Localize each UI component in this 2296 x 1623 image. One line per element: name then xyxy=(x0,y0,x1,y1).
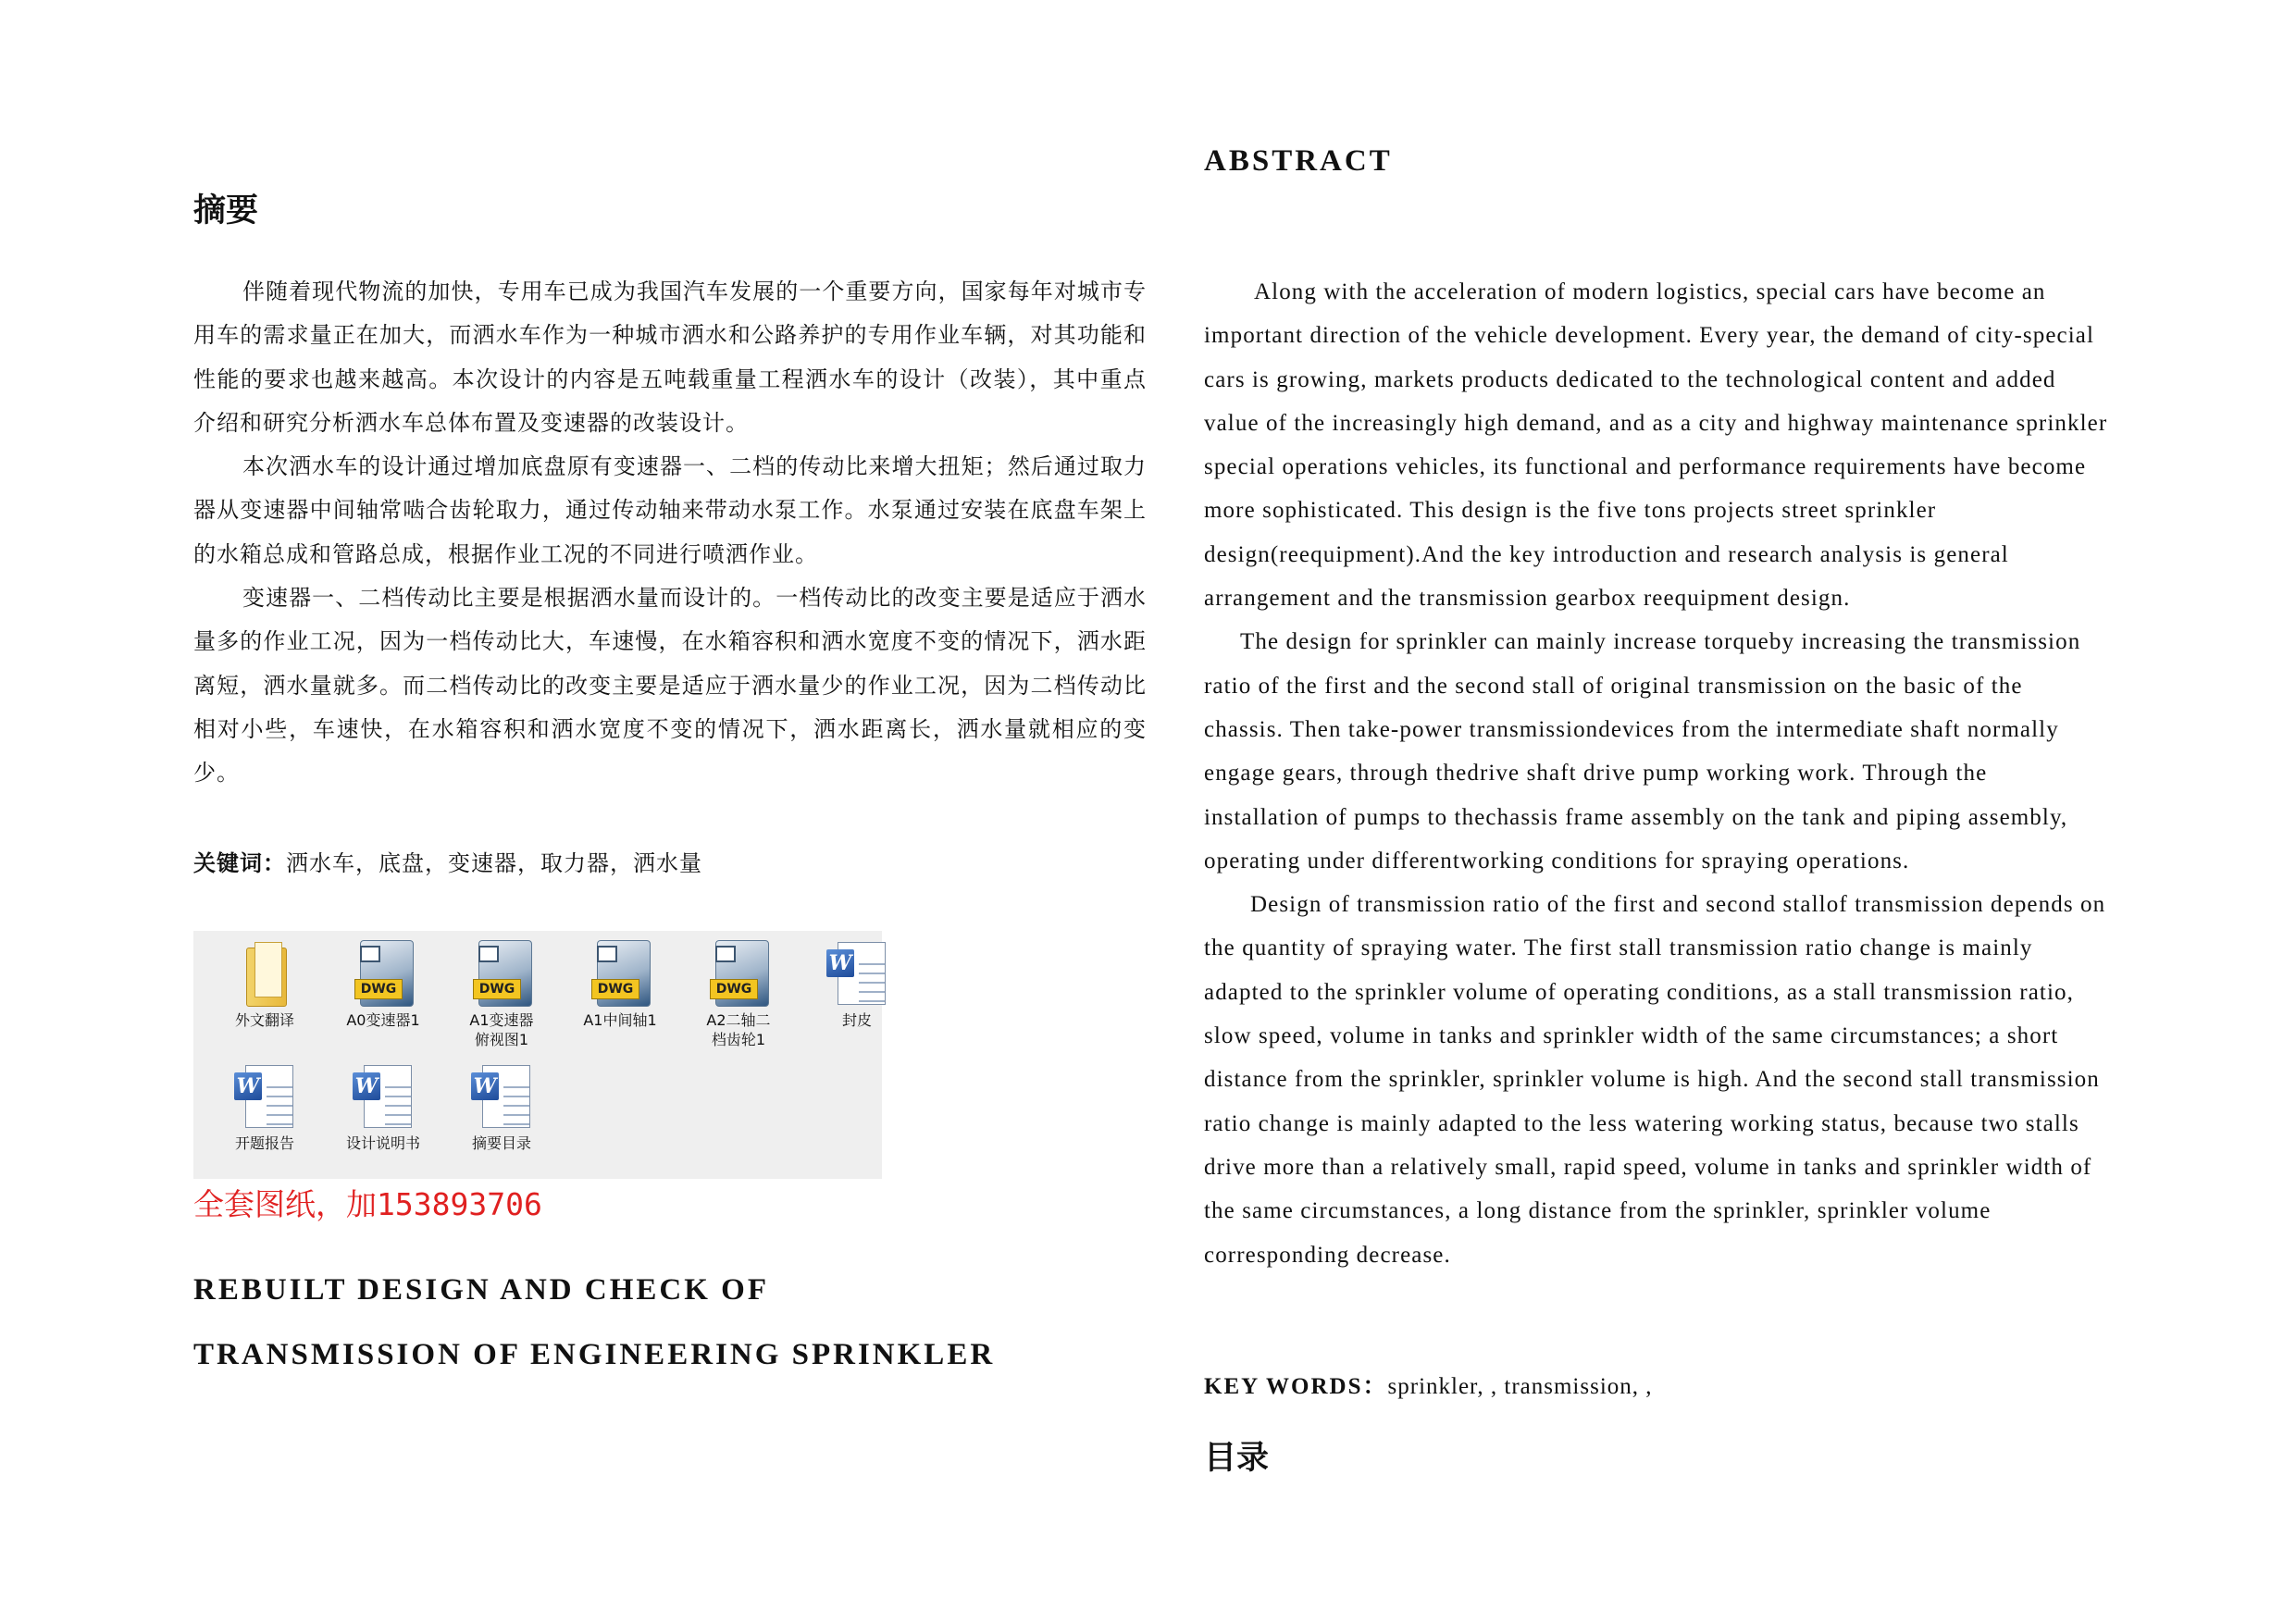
file-explorer-panel xyxy=(193,931,882,1179)
file-label: 封皮 xyxy=(841,1011,872,1029)
text-line: distance from the sprinkler, sprinkler volume is high. And the second stall transmission xyxy=(1204,1067,2100,1093)
file-item-cover[interactable] xyxy=(806,940,908,1030)
paragraph: 伴随着现代物流的加快，专用车已成为我国汽车发展的一个重要方向，国家每年对城市专用车的需求量正在加大，而洒水车作为一种城市洒水和公路养护的专用作业车辆，对其功能和性能的要求也越来越高。本次设计的内容是五吨载重量工程洒水车的设计（改装），其中重点介绍和研究分析洒水车总体布置及变速器的改装设计。 xyxy=(193,279,1147,436)
keywords-value: 洒水车，底盘，变速器，取力器，洒水量 xyxy=(286,850,702,876)
text-line: ratio change is mainly adapted to the less watering working status, because two stalls xyxy=(1204,1110,2079,1136)
keywords-cn xyxy=(193,845,702,877)
dwg-file-icon: DWG xyxy=(469,940,534,1005)
english-title-line-2: TRANSMISSION OF ENGINEERING SPRINKLER xyxy=(193,1338,996,1371)
keywords-value: sprinkler, , transmission, , xyxy=(1387,1374,1653,1399)
word-doc-icon: W xyxy=(351,1063,416,1128)
text-line: adapted to the sprinkler volume of operating conditions, as a stall transmission ratio, xyxy=(1204,979,2074,1005)
paragraph-1 xyxy=(1204,270,2203,620)
file-item-a1-transmission-top-view[interactable] xyxy=(451,940,552,1049)
text-line: special operations vehicles, its functional and performance requirements have become xyxy=(1204,454,2087,480)
word-doc-icon: W xyxy=(825,940,889,1005)
text-line: Design of transmission ratio of the first and second stallof transmission depends on xyxy=(1250,892,2106,918)
file-label: A1变速器 俯视图1 xyxy=(469,1011,534,1048)
text-line: installation of pumps to thechassis frame assembly on the tank and piping assembly, xyxy=(1204,804,2068,830)
text-line: operating under differentworking conditions for spraying operations. xyxy=(1204,848,1910,873)
file-label: A0变速器1 xyxy=(346,1011,420,1029)
text-line: important direction of the vehicle development. Every year, the demand of city-special xyxy=(1204,323,2095,349)
text-line: The design for sprinkler can mainly increase torqueby increasing the transmission xyxy=(1240,629,2081,655)
paragraph-3 xyxy=(1204,883,2203,1277)
keywords-label: KEY WORDS： xyxy=(1204,1374,1388,1399)
abstract-body-cn xyxy=(193,270,1147,796)
abstract-heading-en: ABSTRACT xyxy=(1204,144,1393,178)
paragraph: 本次洒水车的设计通过增加底盘原有变速器一、二档的传动比来增大扭矩；然后通过取力器从变速器中间轴常啮合齿轮取力，通过传动轴来带动水泵工作。水泵通过安装在底盘车架上的水箱总成和管路总成，根据作业工况的不同进行喷洒作业。 xyxy=(193,453,1147,567)
dwg-file-icon: DWG xyxy=(588,940,652,1005)
file-label: 设计说明书 xyxy=(345,1134,420,1152)
file-item-proposal-report[interactable] xyxy=(214,1063,316,1153)
text-line: design(reequipment).And the key introduction and research analysis is general xyxy=(1204,541,2009,567)
text-line: chassis. Then take-power transmissiondevices from the intermediate shaft normally xyxy=(1204,716,2059,742)
contact-notice: 全套图纸，加153893706 xyxy=(193,1186,542,1222)
folder-icon xyxy=(232,940,297,1005)
dwg-file-icon: DWG xyxy=(706,940,771,1005)
file-label: 外文翻译 xyxy=(234,1011,294,1029)
text-line: ratio of the first and the second stall of original transmission on the basic of the xyxy=(1204,673,2023,699)
file-item-design-specification[interactable] xyxy=(332,1063,434,1153)
file-label: 开题报告 xyxy=(234,1134,294,1152)
english-title-line-1: REBUILT DESIGN AND CHECK OF xyxy=(193,1273,769,1307)
text-line: cars is growing, markets products dedicated to the technological content and added xyxy=(1204,366,2056,392)
paragraph-2 xyxy=(1204,620,2203,883)
file-label: A2二轴二 档齿轮1 xyxy=(706,1011,771,1048)
abstract-heading-cn: 摘要 xyxy=(193,192,259,229)
word-doc-icon: W xyxy=(469,1063,534,1128)
text-line: corresponding decrease. xyxy=(1204,1242,1451,1268)
keywords-en xyxy=(1204,1368,1653,1401)
text-line: Along with the acceleration of modern logistics, special cars have become an xyxy=(1254,279,2046,304)
text-line: the same circumstances, a long distance from the sprinkler, sprinkler volume xyxy=(1204,1198,1992,1224)
dwg-file-icon: DWG xyxy=(351,940,416,1005)
keywords-label: 关键词： xyxy=(193,850,286,876)
text-line: the quantity of spraying water. The first stall transmission ratio change is mainly xyxy=(1204,935,2033,961)
text-line: slow speed, volume in tanks and sprinkler width of the same circumstances; a short xyxy=(1204,1023,2059,1049)
text-line: value of the increasingly high demand, and as a city and highway maintenance sprinkler xyxy=(1204,410,2108,436)
file-item-a0-transmission[interactable] xyxy=(332,940,434,1030)
file-item-abstract-toc[interactable] xyxy=(451,1063,552,1153)
file-label: 摘要目录 xyxy=(471,1134,531,1152)
toc-heading: 目录 xyxy=(1204,1440,1270,1477)
text-line: engage gears, through thedrive shaft drive pump working work. Through the xyxy=(1204,761,1988,787)
word-doc-icon: W xyxy=(232,1063,297,1128)
abstract-body-en xyxy=(1204,270,2203,1277)
text-line: more sophisticated. This design is the five tons projects street sprinkler xyxy=(1204,498,1937,524)
file-item-a1-intermediate-shaft[interactable] xyxy=(569,940,671,1030)
text-line: arrangement and the transmission gearbox reequipment design. xyxy=(1204,586,1851,612)
file-item-a2-second-gear[interactable] xyxy=(688,940,789,1049)
file-label: A1中间轴1 xyxy=(583,1011,657,1029)
file-item-foreign-translation[interactable] xyxy=(214,940,316,1030)
text-line: drive more than a relatively small, rapid speed, volume in tanks and sprinkler width of xyxy=(1204,1154,2092,1180)
paragraph: 变速器一、二档传动比主要是根据洒水量而设计的。一档传动比的改变主要是适应于洒水量多的作业工况，因为一档传动比大，车速慢，在水箱容积和洒水宽度不变的情况下，洒水距离短，洒水量就多。而二档传动比的改变主要是适应于洒水量少的作业工况，因为二档传动比相对小些，车速快，在水箱容积和洒水宽度不变的情况下，洒水距离长，洒水量就相应的变少。 xyxy=(193,585,1147,787)
